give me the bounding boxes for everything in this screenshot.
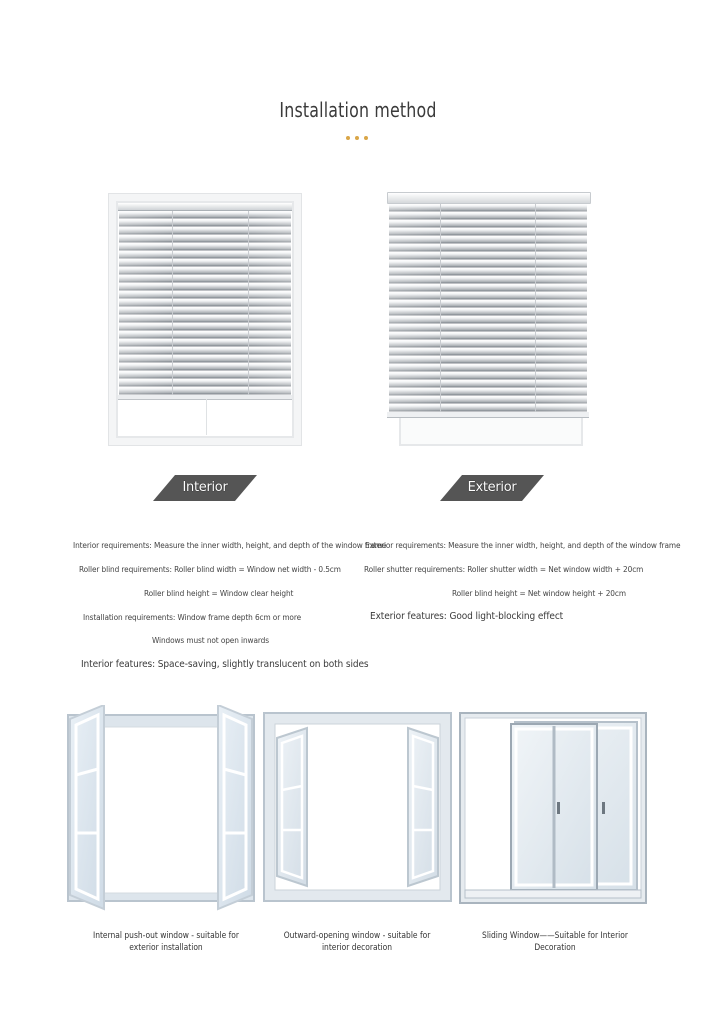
page-title: Installation method	[279, 98, 437, 122]
window-caption: Internal push-out window - suitable for exterior installation	[92, 930, 239, 952]
exterior-tag-label: Exterior	[467, 480, 517, 495]
window-caption: Sliding Window——Suitable for Interior Decoration	[482, 930, 628, 952]
exterior-features: Exterior features: Good light-blocking effect	[370, 611, 564, 622]
interior-tag	[153, 475, 257, 501]
decorative-dots	[346, 136, 368, 140]
interior-tag-label: Interior	[182, 480, 228, 495]
interior-line: Interior requirements: Measure the inner width, height, and depth of the window frame	[73, 540, 387, 550]
interior-blind-image	[108, 193, 302, 446]
interior-features: Interior features: Space-saving, slightly translucent on both sides	[81, 659, 369, 670]
exterior-tag	[440, 475, 544, 501]
sliding-window-icon	[459, 712, 647, 904]
interior-line: Roller blind requirements: Roller blind width = Window net width - 0.5cm	[79, 564, 341, 574]
window-caption: Outward-opening window - suitable for interior decoration	[283, 930, 431, 952]
exterior-line: Roller blind height = Net window height + 20cm	[452, 588, 626, 598]
exterior-blind-image	[385, 192, 591, 446]
exterior-line: Exterior requirements: Measure the inner width, height, and depth of the window frame	[365, 540, 681, 550]
casement-window-open-outward-icon	[66, 705, 256, 911]
casement-window-open-inward-icon	[263, 712, 452, 902]
interior-line: Roller blind height = Window clear height	[144, 588, 294, 598]
interior-line: Windows must not open inwards	[152, 635, 269, 645]
exterior-line: Roller shutter requirements: Roller shutter width = Net window width + 20cm	[364, 564, 644, 574]
interior-line: Installation requirements: Window frame depth 6cm or more	[83, 612, 302, 622]
